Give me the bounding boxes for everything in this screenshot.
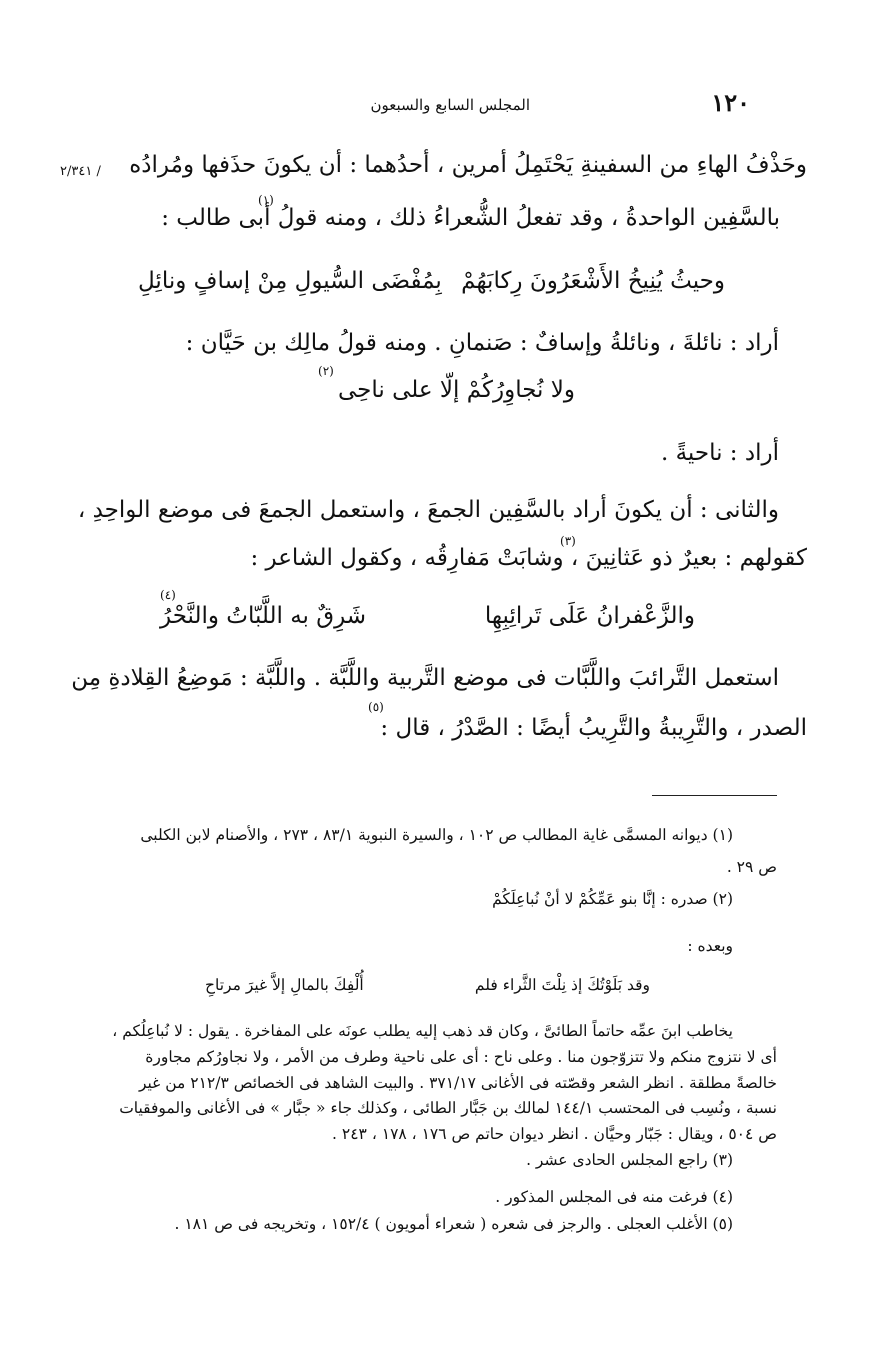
verse-3-first-hemistich: والزَّعْفرانُ عَلَى تَرائِبِهِا xyxy=(484,603,695,629)
running-title: المجلس السابع والسبعون xyxy=(370,96,530,114)
footnote-4: (٤) فرغت منه فى المجلس المذكور . xyxy=(495,1188,733,1206)
footnote-2-line-3: يخاطب ابنَ عمِّه حاتماً الطائىَّ ، وكان قد ذهب إليه يطلب عونَه على المفاخرة . يقول : لا نُباعِلُكم ، xyxy=(112,1022,733,1040)
footnote-1-line-1: (١) ديوانه المسمَّى غاية المطالب ص ١٠٢ ، والسيرة النبوية ٨٣/١ ، ٢٧٣ ، والأصنام لابن الكلبى xyxy=(140,826,733,844)
body-line-7: استعمل التَّرائبَ واللَّبَّات فى موضع التَّربية واللَّبَّة . واللَّبَّة : مَوضِعُ القِلادةِ مِن xyxy=(71,665,779,691)
body-line-5: والثانى : أن يكونَ أراد بالسَّفِين الجمعَ ، واستعمل الجمعَ فى موضع الواحِدِ ، xyxy=(77,497,779,523)
footnote-separator xyxy=(652,795,777,796)
body-line-4: أراد : ناحيةً . xyxy=(660,440,779,466)
verse-1-second-hemistich: بِمُفْضَى السُّيولِ مِنْ إسافٍ ونائِلِ xyxy=(138,268,442,294)
footnote-1-line-2: ص ٢٩ . xyxy=(726,858,777,876)
body-line-1: وحَذْفُ الهاءِ من السفينةِ يَحْتَمِلُ أمرين ، أحدُهما : أن يكونَ حذَفها ومُرادُه xyxy=(129,152,807,178)
footnote-2-line-7: ص ٥٠٤ ، ويقال : جَبّار وحيَّان . انظر ديوان حاتم ص ١٧٦ ، ١٧٨ ، ٢٤٣ . xyxy=(332,1125,777,1143)
footnote-2-line-5: خالصةً مطلقة . انظر الشعر وقصّته فى الأغانى ٣٧١/١٧ . والبيت الشاهد فى الخصائص ٢١٢/٣ من غير xyxy=(138,1074,777,1092)
footnote-2-verse-first-hemistich: وقد بَلَوْتُكَ إذ نِلْتَ الثَّراء فلم xyxy=(474,976,650,994)
body-line-3: أراد : نائلةَ ، ونائلةُ وإسافٌ : صَنمانِ . ومنه قولُ مالِك بن حَيَّان : xyxy=(185,330,779,356)
note-marker-4: (٤) xyxy=(160,588,176,602)
verse-1-first-hemistich: وحيثُ يُنِيخُ الأَشْعَرُونَ رِكابَهُمْ xyxy=(461,268,725,294)
footnote-5: (٥) الأغلب العجلى . والرجز فى شعره ( شعراء أمويون ) ١٥٢/٤ ، وتخريجه فى ص ١٨١ . xyxy=(174,1215,733,1233)
verse-2: ولا نُجاوِرُكُمْ إلّا على ناحِى xyxy=(337,377,575,403)
margin-reference: ٢/٣٤١ / xyxy=(60,164,101,179)
note-marker-5: (٥) xyxy=(368,700,384,714)
page-number: ١٢٠ xyxy=(711,88,750,117)
footnote-2-line-2: وبعده : xyxy=(687,937,733,955)
footnote-2-verse-second-hemistich: أُلْفِكَ بالمالِ إلاَّ غيرَ مرتاحِ xyxy=(205,976,364,994)
footnote-2-line-1: (٢) صدره : إنَّا بنو عَمِّكُمْ لا أنْ نُباعِلَكُمْ xyxy=(492,890,733,908)
footnote-2-line-6: نسبة ، ونُسِب فى المحتسب ١٤٤/١ لمالك بن جَبَّار الطائى ، وكذلك جاء « جبَّار » فى الأغانى والموفقيات xyxy=(119,1099,777,1117)
body-line-2: بالسَّفِين الواحدةُ ، وقد تفعلُ الشُّعراءُ ذلك ، ومنه قولُ أبى طالب : xyxy=(161,205,780,231)
footnote-3: (٣) راجع المجلس الحادى عشر . xyxy=(526,1151,733,1169)
note-marker-1: (١) xyxy=(258,193,274,207)
note-marker-2: (٢) xyxy=(318,364,334,378)
page-header xyxy=(330,88,750,128)
verse-3-second-hemistich: شَرِقٌ به اللَّبّاتُ والنَّحْرُ xyxy=(160,603,367,629)
note-marker-3: (٣) xyxy=(560,534,576,548)
body-line-6: كقولهم : بعيرٌ ذو عَثانِينَ ، وشابَتْ مَفارِقُه ، وكقول الشاعر : xyxy=(250,545,807,571)
footnote-2-line-4: أى لا نتزوج منكم ولا تتزوّجون منا . وعلى ناح : أى على ناحية وطرف من الأمر ، ولا نجاورُكم مجاورة xyxy=(145,1048,777,1066)
body-line-8: الصدر ، والتَّرِيبةُ والتَّرِيبُ أيضًا : الصَّدْرُ ، قال : xyxy=(380,715,807,741)
